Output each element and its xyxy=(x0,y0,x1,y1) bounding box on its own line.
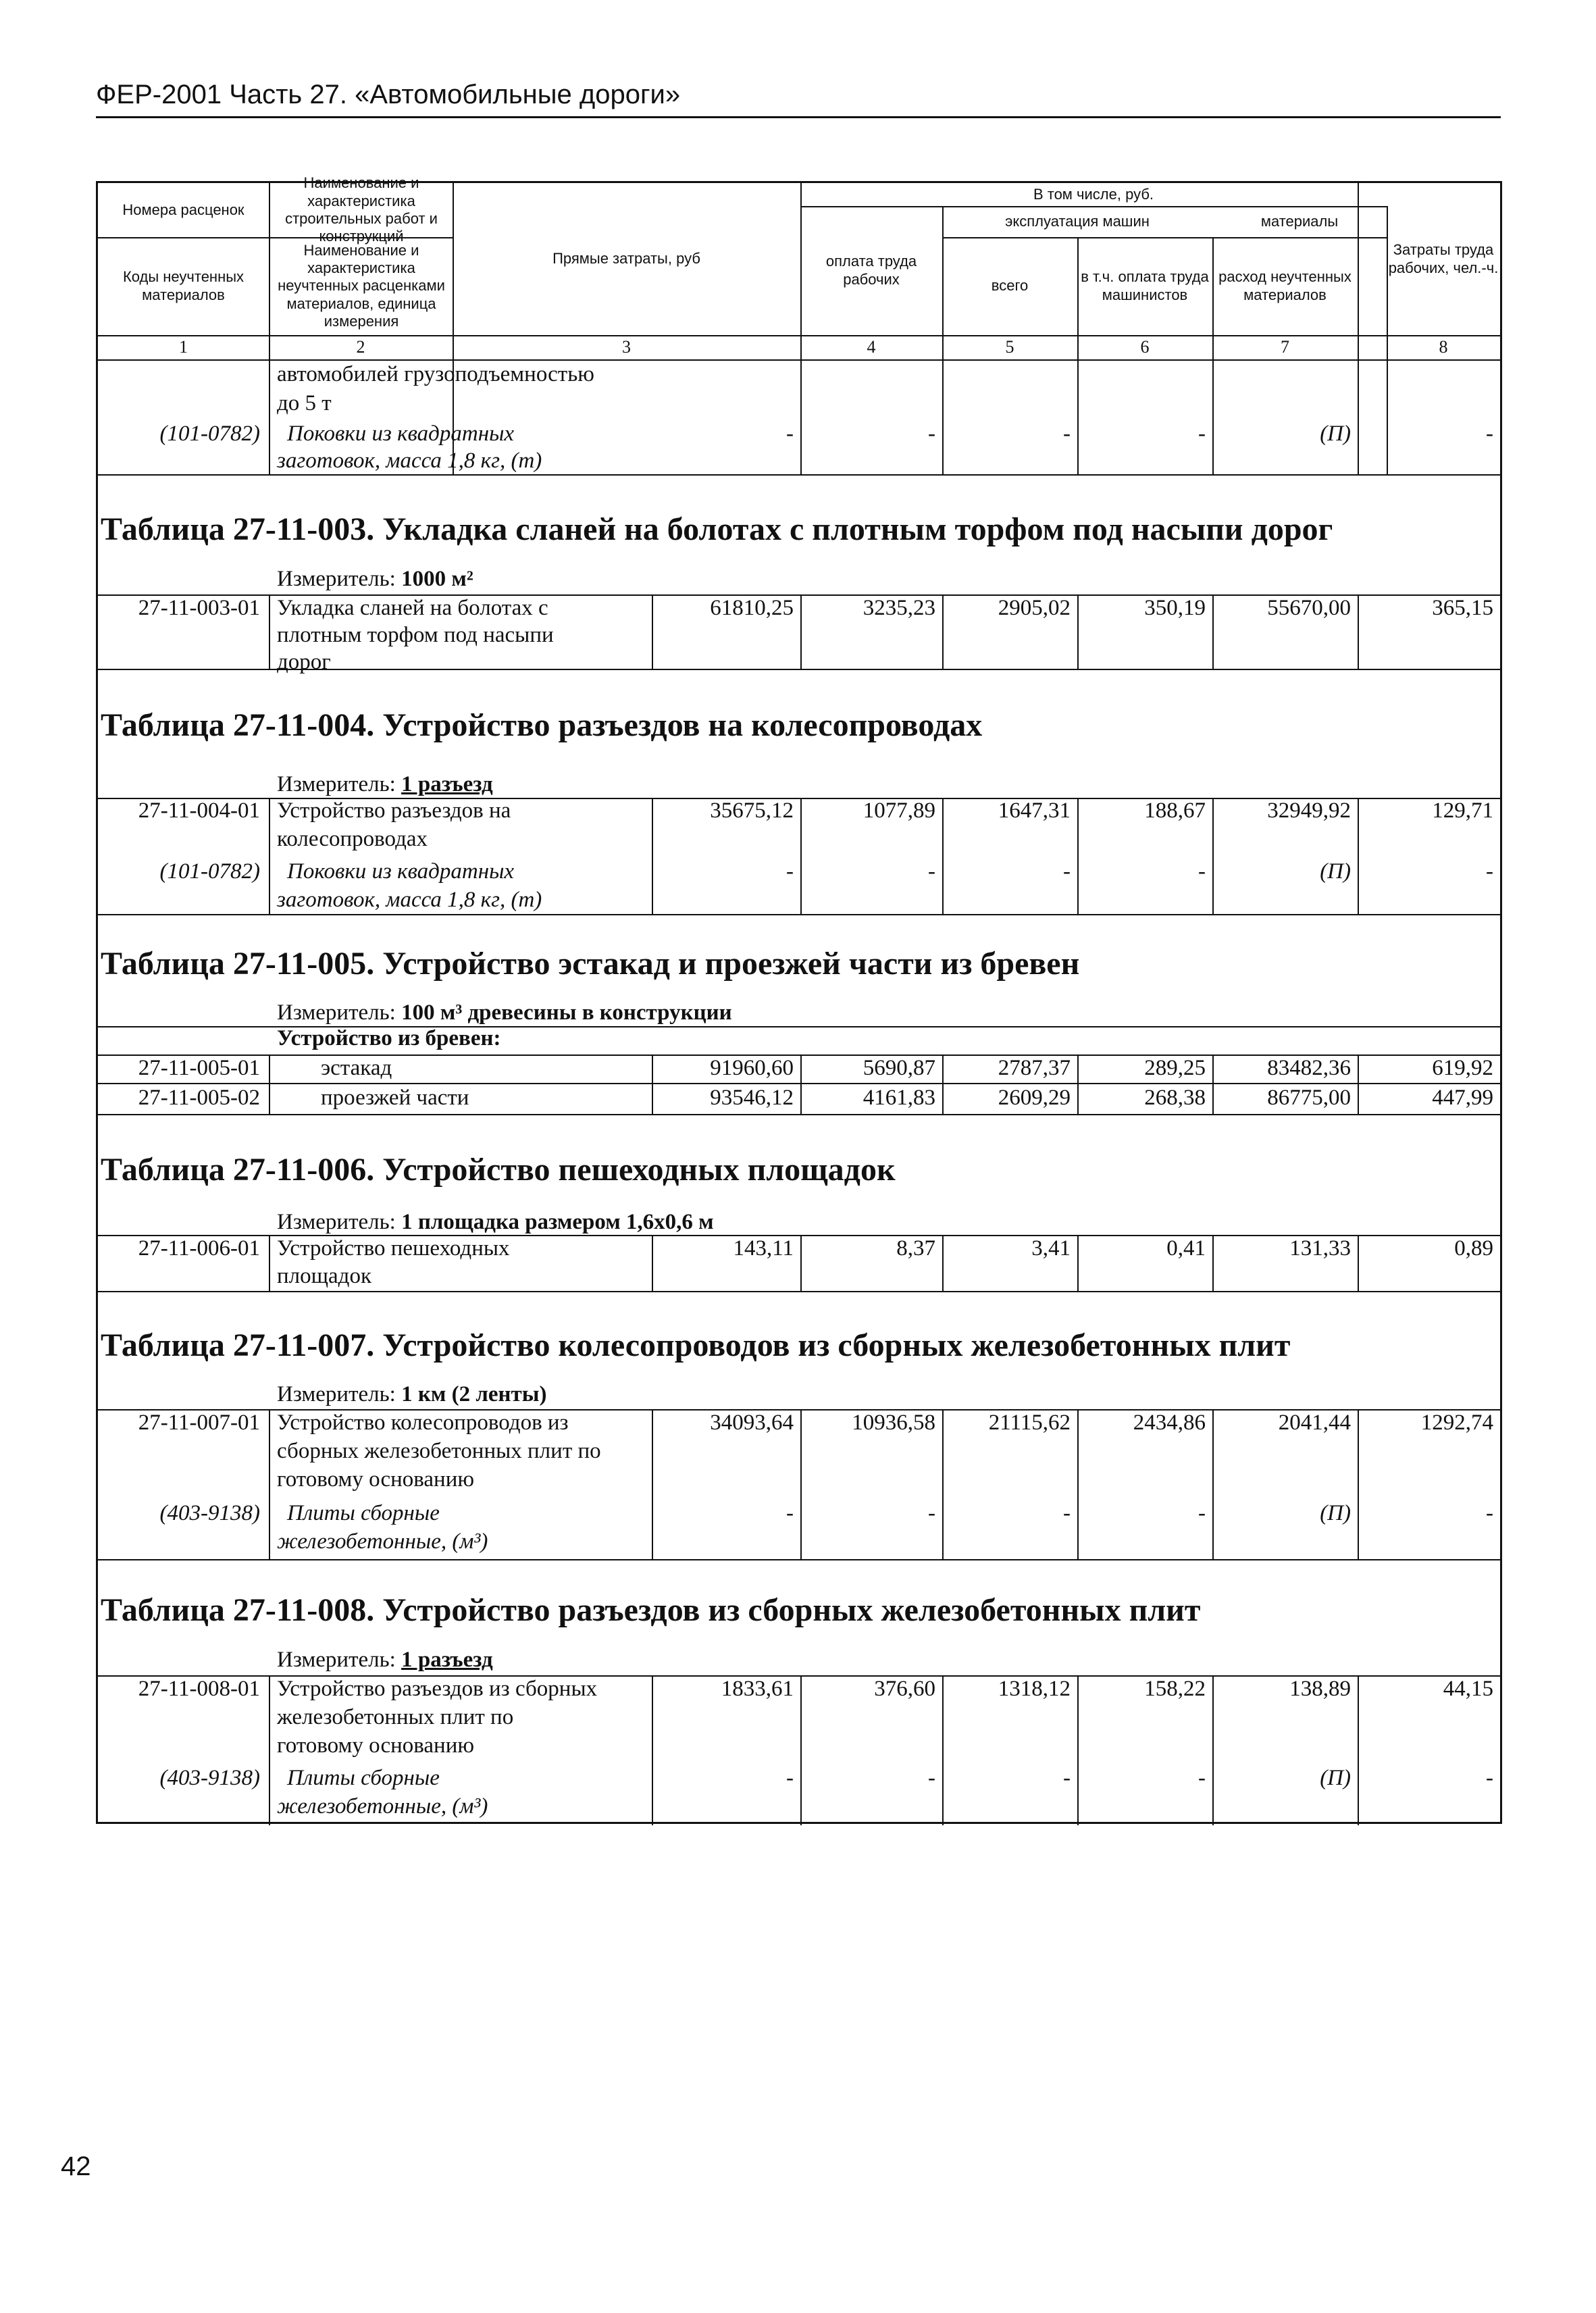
work-name: готовому основанию xyxy=(277,1467,475,1492)
work-name: колесопроводах xyxy=(277,827,428,851)
material-code: (403-9138) xyxy=(159,1501,260,1525)
page-number: 42 xyxy=(61,2152,91,2181)
continuation-text: автомобилей грузоподъемностью xyxy=(277,362,594,386)
table-title-27-11-006: Таблица 27-11-006. Устройство пешеходных площадок xyxy=(101,1152,896,1188)
rate-code: 27-11-003-01 xyxy=(138,596,260,620)
material-name: Поковки из квадратных xyxy=(287,859,515,884)
rule xyxy=(98,1291,1500,1292)
materials: 86775,00 xyxy=(1267,1086,1351,1110)
work-name: Устройство разъездов на xyxy=(277,798,511,823)
operator-wage: 0,41 xyxy=(1166,1236,1206,1261)
value-p: (П) xyxy=(1320,422,1351,446)
table-title-27-11-008: Таблица 27-11-008. Устройство разъездов из сборных железобетонных плит xyxy=(101,1592,1201,1628)
table-title-27-11-007: Таблица 27-11-007. Устройство колесопроводов из сборных железобетонных плит xyxy=(101,1327,1291,1363)
materials: 55670,00 xyxy=(1267,596,1351,620)
value-dash: - xyxy=(1486,859,1493,884)
labor-hours: 44,15 xyxy=(1443,1677,1493,1701)
rule xyxy=(98,1559,1500,1560)
labor-wage: 4161,83 xyxy=(863,1086,935,1110)
col-header-machines: эксплуатация машин xyxy=(1005,212,1150,230)
machines-total: 1647,31 xyxy=(998,798,1071,823)
value-dash: - xyxy=(928,859,935,884)
direct-costs: 35675,12 xyxy=(710,798,794,823)
labor-hours: 447,99 xyxy=(1432,1086,1493,1110)
direct-costs: 91960,60 xyxy=(710,1056,794,1080)
labor-wage: 8,37 xyxy=(896,1236,935,1261)
value-dash: - xyxy=(1486,1501,1493,1525)
value-dash: - xyxy=(1198,1766,1206,1790)
col-number: 1 xyxy=(179,337,188,357)
materials: 83482,36 xyxy=(1267,1056,1351,1080)
operator-wage: 350,19 xyxy=(1144,596,1206,620)
value-dash: - xyxy=(786,1766,794,1790)
measure-unit: Измеритель: 1 км (2 ленты) xyxy=(277,1382,547,1406)
rate-code: 27-11-004-01 xyxy=(138,798,260,823)
rule xyxy=(269,594,270,669)
machines-total: 21115,62 xyxy=(988,1410,1071,1435)
col-header-machines-total: всего xyxy=(991,277,1029,295)
measure-unit: Измеритель: 1 площадка размером 1,6х0,6 м xyxy=(277,1210,714,1234)
direct-costs: 143,11 xyxy=(733,1236,794,1261)
measure-unit: Измеритель: 1 разъезд xyxy=(277,1648,493,1672)
value-dash: - xyxy=(1486,422,1493,446)
work-name: сборных железобетонных плит по xyxy=(277,1439,601,1463)
work-name: готовому основанию xyxy=(277,1733,475,1758)
rate-code: 27-11-008-01 xyxy=(138,1677,260,1701)
value-dash: - xyxy=(928,1766,935,1790)
operator-wage: 289,25 xyxy=(1144,1056,1206,1080)
col-header-material-consumption: расход неучтенных материалов xyxy=(1218,268,1352,303)
material-name: железобетонные, (м³) xyxy=(277,1529,488,1554)
rate-code: 27-11-005-02 xyxy=(138,1086,260,1110)
labor-wage: 10936,58 xyxy=(852,1410,935,1435)
materials: 2041,44 xyxy=(1278,1410,1351,1435)
value-dash: - xyxy=(786,859,794,884)
work-name: проезжей части xyxy=(321,1086,469,1110)
price-table xyxy=(96,174,1502,1824)
labor-wage: 1077,89 xyxy=(863,798,935,823)
materials: 32949,92 xyxy=(1267,798,1351,823)
rule xyxy=(98,1114,1500,1115)
col-number: 3 xyxy=(622,337,631,357)
rule xyxy=(98,335,1500,336)
material-code: (101-0782) xyxy=(159,422,260,446)
col-header-material-name: Наименование и характеристика неучтенных расценками материалов, единица измерения xyxy=(278,241,445,330)
work-name: железобетонных плит по xyxy=(277,1705,514,1729)
labor-hours: 129,71 xyxy=(1432,798,1493,823)
work-name: плотным торфом под насыпи xyxy=(277,623,554,647)
material-name: железобетонные, (м³) xyxy=(277,1794,488,1819)
col-header-labor-wage: оплата труда рабочих xyxy=(825,253,917,288)
material-code: (403-9138) xyxy=(159,1766,260,1790)
table-title-27-11-003: Таблица 27-11-003. Укладка сланей на болотах с плотным торфом под насыпи дорог xyxy=(101,511,1333,547)
rule xyxy=(269,798,270,914)
value-dash: - xyxy=(786,1501,794,1525)
header-rule xyxy=(96,116,1501,118)
labor-hours: 1292,74 xyxy=(1420,1410,1493,1435)
value-dash: - xyxy=(786,422,794,446)
material-name: заготовок, масса 1,8 кг, (т) xyxy=(277,449,542,473)
labor-wage: 376,60 xyxy=(874,1677,935,1701)
work-name: эстакад xyxy=(321,1056,392,1080)
value-dash: - xyxy=(1063,859,1071,884)
value-p: (П) xyxy=(1320,1501,1351,1525)
direct-costs: 93546,12 xyxy=(710,1086,794,1110)
material-name: Плиты сборные xyxy=(287,1766,440,1790)
labor-wage: 3235,23 xyxy=(863,596,935,620)
operator-wage: 268,38 xyxy=(1144,1086,1206,1110)
operator-wage: 2434,86 xyxy=(1133,1410,1206,1435)
value-dash: - xyxy=(1198,422,1206,446)
work-name: Устройство пешеходных xyxy=(277,1236,510,1261)
labor-hours: 0,89 xyxy=(1454,1236,1493,1261)
work-name: Устройство колесопроводов из xyxy=(277,1410,569,1435)
machines-total: 2787,37 xyxy=(998,1056,1071,1080)
value-dash: - xyxy=(928,1501,935,1525)
labor-hours: 619,92 xyxy=(1432,1056,1493,1080)
col-number: 4 xyxy=(867,337,876,357)
subheading: Устройство из бревен: xyxy=(277,1026,501,1050)
value-p: (П) xyxy=(1320,859,1351,884)
machines-total: 2905,02 xyxy=(998,596,1071,620)
col-header-material-codes: Коды неучтенных материалов xyxy=(122,268,244,303)
value-dash: - xyxy=(1198,859,1206,884)
labor-wage: 5690,87 xyxy=(863,1056,935,1080)
col-header-labor-hours: Затраты труда рабочих, чел.-ч. xyxy=(1388,241,1499,276)
material-name: Плиты сборные xyxy=(287,1501,440,1525)
col-header-group: В том числе, руб. xyxy=(1033,185,1154,203)
value-dash: - xyxy=(1198,1501,1206,1525)
material-code: (101-0782) xyxy=(159,859,260,884)
col-number: 6 xyxy=(1140,337,1150,357)
machines-total: 3,41 xyxy=(1031,1236,1071,1261)
col-header-materials: материалы xyxy=(1260,212,1339,230)
col-header-direct-costs: Прямые затраты, руб xyxy=(552,250,700,268)
rule xyxy=(269,1409,270,1559)
rate-code: 27-11-006-01 xyxy=(138,1236,260,1261)
rule xyxy=(269,183,270,474)
value-dash: - xyxy=(1486,1766,1493,1790)
direct-costs: 34093,64 xyxy=(710,1410,794,1435)
rule xyxy=(98,474,1500,476)
operator-wage: 188,67 xyxy=(1144,798,1206,823)
labor-hours: 365,15 xyxy=(1432,596,1493,620)
rate-code: 27-11-007-01 xyxy=(138,1410,260,1435)
value-dash: - xyxy=(1063,1501,1071,1525)
rate-code: 27-11-005-01 xyxy=(138,1056,260,1080)
value-dash: - xyxy=(1063,1766,1071,1790)
rule xyxy=(269,1675,270,1825)
rule xyxy=(98,669,1500,670)
table-title-27-11-004: Таблица 27-11-004. Устройство разъездов на колесопроводах xyxy=(101,707,983,743)
work-name: Устройство разъездов из сборных xyxy=(277,1677,598,1701)
measure-unit: Измеритель: 1 разъезд xyxy=(277,772,493,796)
rule xyxy=(98,914,1500,915)
value-dash: - xyxy=(1063,422,1071,446)
work-name: Укладка сланей на болотах с xyxy=(277,596,548,620)
rule xyxy=(269,1054,270,1114)
operator-wage: 158,22 xyxy=(1144,1677,1206,1701)
rule xyxy=(269,1235,270,1291)
direct-costs: 1833,61 xyxy=(721,1677,794,1701)
machines-total: 2609,29 xyxy=(998,1086,1071,1110)
direct-costs: 61810,25 xyxy=(710,596,794,620)
table-title-27-11-005: Таблица 27-11-005. Устройство эстакад и проезжей части из бревен xyxy=(101,946,1080,982)
value-p: (П) xyxy=(1320,1766,1351,1790)
measure-unit: Измеритель: 1000 м² xyxy=(277,567,473,591)
materials: 138,89 xyxy=(1289,1677,1351,1701)
measure-unit: Измеритель: 100 м³ древесины в конструкции xyxy=(277,1000,732,1025)
value-dash: - xyxy=(928,422,935,446)
col-number: 2 xyxy=(356,337,365,357)
col-number: 5 xyxy=(1005,337,1014,357)
materials: 131,33 xyxy=(1289,1236,1351,1261)
col-header-operator-wage: в т.ч. оплата труда машинистов xyxy=(1081,268,1209,303)
col-number: 7 xyxy=(1281,337,1289,357)
work-name: дорог xyxy=(277,650,331,674)
page-header: ФЕР-2001 Часть 27. «Автомобильные дороги» xyxy=(96,80,681,109)
col-number: 8 xyxy=(1439,337,1448,357)
work-name: площадок xyxy=(277,1264,372,1288)
col-header-rate-numbers: Номера расценок xyxy=(122,201,244,218)
material-name: заготовок, масса 1,8 кг, (т) xyxy=(277,888,542,912)
machines-total: 1318,12 xyxy=(998,1677,1071,1701)
col-header-work-name: Наименование и характеристика строительных работ и конструкций xyxy=(285,174,438,245)
continuation-text: до 5 т xyxy=(277,391,332,415)
material-name: Поковки из квадратных xyxy=(287,422,515,446)
